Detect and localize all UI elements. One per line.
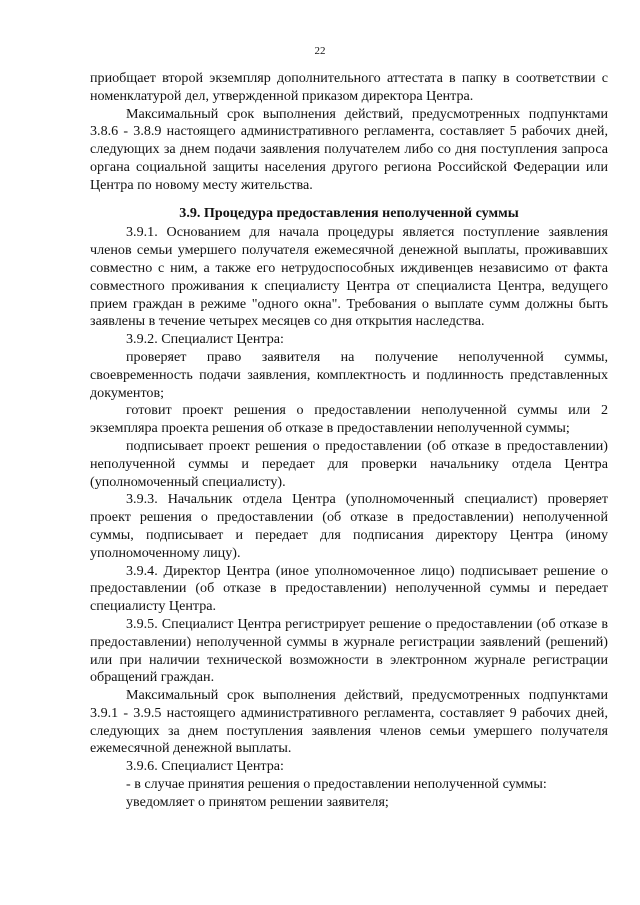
document-body [90, 70, 608, 812]
section-heading: 3.9. Процедура предоставления неполученной суммы [179, 204, 519, 221]
paragraph-decision-case: - в случае принятия решения о предоставлении неполученной суммы: [126, 776, 547, 793]
paragraph-3-9-2: 3.9.2. Специалист Центра: [126, 331, 284, 348]
paragraph-notifies: уведомляет о принятом решении заявителя; [126, 793, 389, 810]
paragraph-continuation: приобщает второй экземпляр дополнительного аттестата в папку в соответствии с номенклатурой дел, утвержденной приказом директора Центра. [90, 70, 608, 104]
paragraph-3-9-6: 3.9.6. Специалист Центра: [126, 758, 284, 775]
paragraph-3-9-5: 3.9.5. Специалист Центра регистрирует решение о предоставлении (об отказе в предоставлении) неполученной суммы в журнале регистрации заявлений (решений) или при наличии технической возможности в электронном журнале регистрации обращений граждан. [90, 615, 608, 686]
paragraph-checks-right: проверяет право заявителя на получение неполученной суммы, своевременность подачи заявления, комплектность и подлинность представленных документов; [90, 348, 608, 401]
paragraph-3-9-1: 3.9.1. Основанием для начала процедуры является поступление заявления членов семьи умершего получателя ежемесячной денежной выплаты, проживавших совместно с ним, а также его нетрудоспособных иждивенцев независимо от факта совместного проживания к специалисту Центра от специалиста Центра, ведущего прием граждан в режиме "одного окна". Требования о выплате сумм должны быть заявлены в течение четырех месяцев со дня открытия наследства. [90, 224, 608, 330]
paragraph-signs-draft: подписывает проект решения о предоставлении (об отказе в предоставлении) неполученной суммы и передает для проверки начальнику отдела Центра (уполномоченный специалисту). [90, 437, 608, 490]
paragraph-3-9-4: 3.9.4. Директор Центра (иное уполномоченное лицо) подписывает решение о предоставлении (об отказе в предоставлении) неполученной суммы и передает специалисту Центра. [90, 562, 608, 615]
paragraph-deadline-3-8: Максимальный срок выполнения действий, предусмотренных подпунктами 3.8.6 - 3.8.9 настоящего административного регламента, составляет 5 рабочих дней, следующих за днем подачи заявления получателем либо со дня поступления запроса органа социальной защиты населения другого региона Российской Федерации или Центра по новому месту жительства. [90, 105, 608, 193]
page-number: 22 [314, 45, 326, 57]
paragraph-prepares-draft: готовит проект решения о предоставлении неполученной суммы или 2 экземпляра проекта решения об отказе в предоставлении неполученной суммы; [90, 402, 608, 437]
paragraph-deadline-3-9: Максимальный срок выполнения действий, предусмотренных подпунктами 3.9.1 - 3.9.5 настоящего административного регламента, составляет 9 рабочих дней, следующих за днем поступления заявления членов семьи умершего получателя ежемесячной денежной выплаты. [90, 687, 608, 757]
paragraph-3-9-3: 3.9.3. Начальник отдела Центра (уполномоченный специалист) проверяет проект решения о предоставлении (об отказе в предоставлении) неполученной суммы, подписывает и передает для подписания директору Центра (иному уполномоченному лицу). [90, 491, 608, 561]
